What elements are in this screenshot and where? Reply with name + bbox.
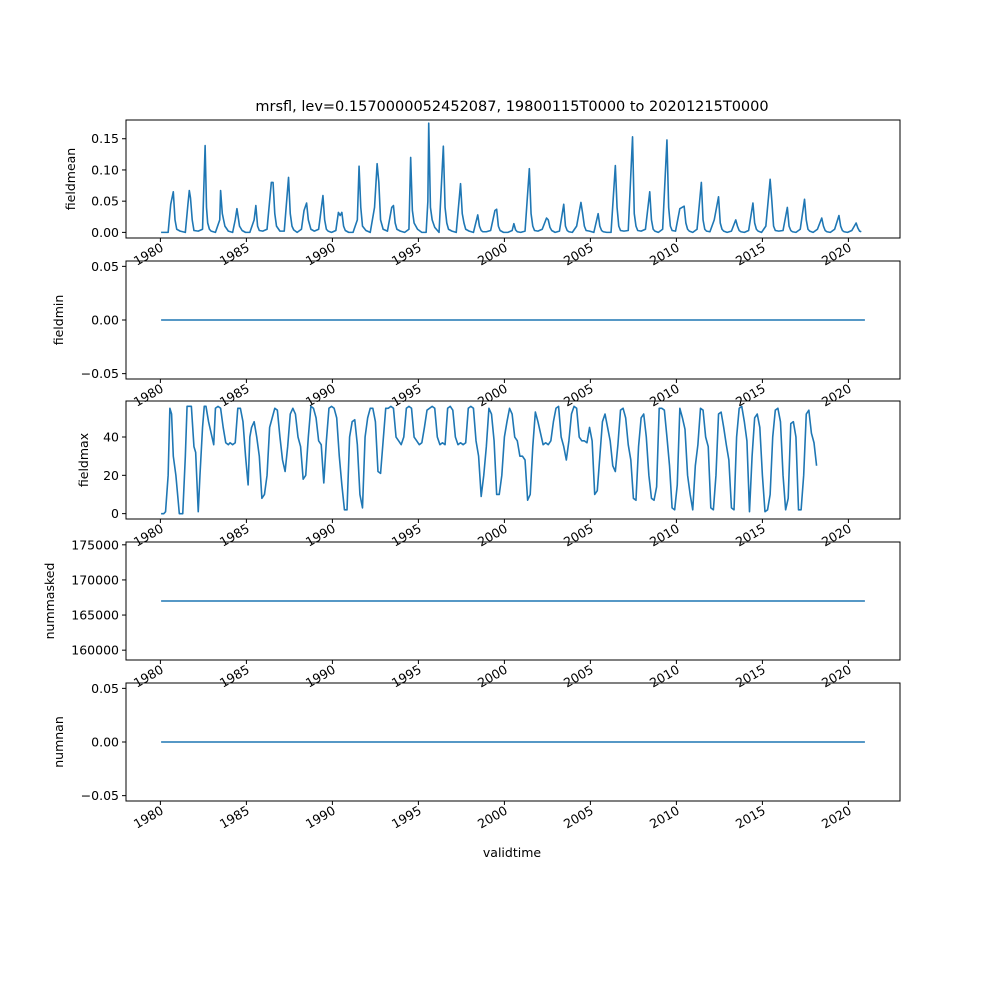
numnan-ytick-label: 0.00 [91, 734, 119, 750]
nummasked-xtick-label: 2020 [818, 661, 854, 691]
fieldmax-ytick-label: 20 [103, 467, 119, 483]
fieldmean-xtick-label: 2010 [646, 239, 682, 269]
fieldmin-xtick-label: 2010 [646, 380, 682, 410]
numnan-xtick-label: 1985 [216, 802, 252, 832]
fieldmin-xtick-label: 1985 [216, 380, 252, 410]
numnan-xtick-label: 2020 [818, 802, 854, 832]
fieldmin-ytick-label: −0.05 [80, 366, 119, 382]
fieldmin-xtick-label: 2000 [474, 380, 510, 410]
fieldmin-xtick-label: 2020 [818, 380, 854, 410]
numnan-xtick-label: 2010 [646, 802, 682, 832]
fieldmax-xtick-label: 1980 [130, 520, 166, 550]
nummasked-xtick-label: 2010 [646, 661, 682, 691]
fieldmean-xtick-label: 2020 [818, 239, 854, 269]
fieldmean-xtick-label: 2015 [732, 239, 768, 269]
numnan-xtick-label: 2000 [474, 802, 510, 832]
nummasked-xtick-label: 1980 [130, 661, 166, 691]
fieldmax-ytick-label: 40 [103, 429, 119, 445]
fieldmin-ytick-label: 0.00 [91, 312, 119, 328]
fieldmax-xtick-label: 2010 [646, 520, 682, 550]
fieldmax-xtick-label: 2000 [474, 520, 510, 550]
nummasked-ytick-label: 170000 [71, 572, 119, 588]
fieldmean-axis-label: fieldmean [63, 147, 78, 211]
fieldmin-axis-label: fieldmin [51, 294, 66, 346]
fieldmin-xtick-label: 1995 [388, 380, 424, 410]
fieldmean-xtick-label: 1980 [130, 239, 166, 269]
nummasked-axis-label: nummasked [42, 562, 57, 640]
fieldmin-xtick-label: 2005 [560, 380, 596, 410]
fieldmean-ytick-label: 0.05 [91, 193, 119, 209]
numnan-xtick-label: 2015 [732, 802, 768, 832]
nummasked-ytick-label: 165000 [71, 607, 119, 623]
fieldmax-xtick-label: 2015 [732, 520, 768, 550]
figure-title: mrsfl, lev=0.1570000052452087, 19800115T0000 to 20201215T0000 [255, 99, 769, 115]
fieldmin-xtick-label: 1990 [302, 380, 338, 410]
nummasked-xtick-label: 2005 [560, 661, 596, 691]
fieldmean-xtick-label: 1990 [302, 239, 338, 269]
numnan-ytick-label: 0.05 [91, 680, 119, 696]
fieldmean-ytick-label: 0.15 [91, 131, 119, 147]
fieldmax-xtick-label: 1985 [216, 520, 252, 550]
fieldmax-xtick-label: 2005 [560, 520, 596, 550]
fieldmax-xtick-label: 1995 [388, 520, 424, 550]
numnan-xtick-label: 1980 [130, 802, 166, 832]
fieldmean-xtick-label: 1985 [216, 239, 252, 269]
fieldmin-ytick-label: 0.05 [91, 258, 119, 274]
nummasked-xtick-label: 1995 [388, 661, 424, 691]
fieldmax-xtick-label: 1990 [302, 520, 338, 550]
fieldmax-axis-label: fieldmax [76, 432, 91, 488]
x-axis-label: validtime [482, 845, 542, 860]
fieldmin-xtick-label: 1980 [130, 380, 166, 410]
fieldmean-xtick-label: 1995 [388, 239, 424, 269]
fieldmean-xtick-label: 2005 [560, 239, 596, 269]
fieldmean-ytick-label: 0.10 [91, 162, 119, 178]
fieldmax-ytick-label: 0 [111, 506, 119, 522]
fieldmean-ytick-label: 0.00 [91, 224, 119, 240]
nummasked-xtick-label: 1985 [216, 661, 252, 691]
numnan-xtick-label: 1990 [302, 802, 338, 832]
fieldmean-xtick-label: 2000 [474, 239, 510, 269]
nummasked-ytick-label: 160000 [71, 642, 119, 658]
fieldmin-xtick-label: 2015 [732, 380, 768, 410]
nummasked-ytick-label: 175000 [71, 537, 119, 553]
fieldmax-xtick-label: 2020 [818, 520, 854, 550]
numnan-axis-label: numnan [51, 716, 66, 768]
nummasked-xtick-label: 2015 [732, 661, 768, 691]
nummasked-xtick-label: 1990 [302, 661, 338, 691]
numnan-ytick-label: −0.05 [80, 788, 119, 804]
numnan-xtick-label: 2005 [560, 802, 596, 832]
numnan-xtick-label: 1995 [388, 802, 424, 832]
nummasked-xtick-label: 2000 [474, 661, 510, 691]
